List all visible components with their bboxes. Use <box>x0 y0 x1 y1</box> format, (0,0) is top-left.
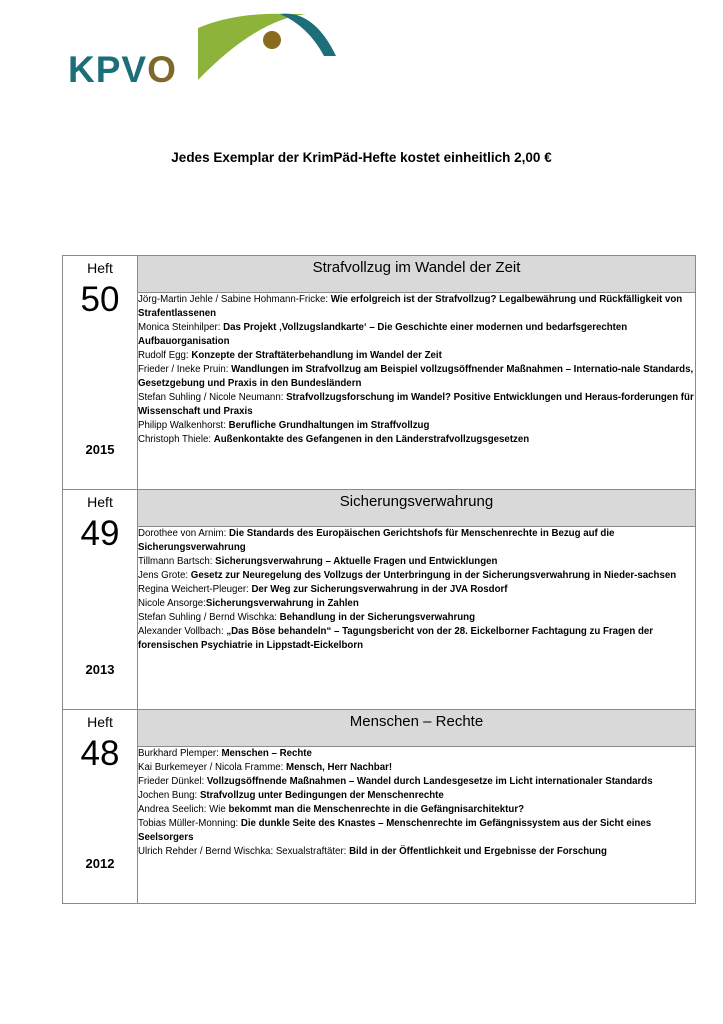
article-entry <box>138 803 695 817</box>
article-author: Alexander Vollbach: <box>138 626 227 637</box>
article-title: Menschen – Rechte <box>221 748 312 759</box>
article-author: Kai Burkemeyer / Nicola Framme: <box>138 762 287 773</box>
article-title: Wie erfolgreich ist der Strafvollzug? Legalbewährung und Rückfälligkeit von Strafentlassenen <box>138 294 683 319</box>
article-author: Regina Weichert-Pleuger: <box>138 584 252 595</box>
article-entry <box>138 761 695 775</box>
article-entry <box>138 419 695 433</box>
article-title: Sicherungsverwahrung in Zahlen <box>205 598 359 609</box>
article-title: „Das Böse behandeln“ – Tagungsbericht von der 28. Eickelborner Fachtagung zu Fragen der forensischen Psychiatrie in Lippstadt-Eickelborn <box>138 626 654 651</box>
logo-roof-icon <box>196 10 344 82</box>
article-entry <box>138 747 695 761</box>
article-author: Burkhard Plemper: <box>138 748 222 759</box>
article-author: Frieder Dünkel: <box>138 776 207 787</box>
heft-label: Heft <box>87 714 113 730</box>
heft-info-cell <box>63 256 138 490</box>
article-title: Die Standards des Europäischen Gerichtshofs für Menschenrechte in Bezug auf die Sicherungsverwahrung <box>138 528 615 553</box>
article-author: Dorothee von Arnim: <box>138 528 229 539</box>
article-author: Stefan Suhling / Nicole Neumann: <box>138 392 287 403</box>
article-title: bekommt man die Menschenrechte in die Gefängnisarchitektur? <box>228 804 525 815</box>
article-title: Mensch, Herr Nachbar! <box>286 762 393 773</box>
article-author: Nicole Ansorge: <box>138 598 206 609</box>
article-entry <box>138 433 695 447</box>
article-entry <box>138 625 695 653</box>
article-title: Konzepte der Straftäterbehandlung im Wandel der Zeit <box>191 350 442 361</box>
heft-label: Heft <box>87 494 113 510</box>
heft-year: 2015 <box>85 442 115 457</box>
logo-green-shape <box>198 14 306 80</box>
article-title: Der Weg zur Sicherungsverwahrung in der JVA Rosdorf <box>251 584 508 595</box>
article-author: Jochen Bung: <box>138 790 200 801</box>
article-entry <box>138 789 695 803</box>
heft-title: Menschen – Rechte <box>138 710 696 747</box>
kpvo-logo <box>68 10 343 90</box>
article-title: Berufliche Grundhaltungen im Straffvollzug <box>228 420 430 431</box>
article-entry <box>138 583 695 597</box>
article-title: Strafvollzug unter Bedingungen der Menschenrechte <box>199 790 444 801</box>
article-title: Sicherungsverwahrung – Aktuelle Fragen und Entwicklungen <box>215 556 498 567</box>
heft-number: 49 <box>80 514 120 553</box>
article-entry <box>138 597 695 611</box>
heft-entries-row <box>63 293 696 490</box>
article-title: Das Projekt ‚Vollzugslandkarte‘ – Die Geschichte einer modernen und bedarfsgerechten Aufbauorganisation <box>138 322 628 347</box>
article-author: Tobias Müller-Monning: <box>138 818 241 829</box>
article-author: Ulrich Rehder / Bernd Wischka: Sexualstraftäter: <box>138 846 350 857</box>
heft-entries <box>138 527 696 710</box>
article-title: Wandlungen im Strafvollzug am Beispiel vollzugsöffnender Maßnahmen – Internatio-nale Standards, Gesetzgebung und Praxis in den Bundesländern <box>138 364 694 389</box>
article-title: Bild in der Öffentlichkeit und Ergebnisse der Forschung <box>349 846 607 857</box>
heft-number: 50 <box>80 280 120 319</box>
article-entry <box>138 321 695 349</box>
heft-entries <box>138 747 696 904</box>
article-author: Andrea Seelich: Wie <box>138 804 229 815</box>
article-entry <box>138 817 695 845</box>
heft-title: Sicherungsverwahrung <box>138 490 696 527</box>
article-title: Vollzugsöffnende Maßnahmen – Wandel durch Landesgesetze im Licht internationaler Standards <box>206 776 653 787</box>
heft-label: Heft <box>87 260 113 276</box>
logo-text-kpv: KPV <box>68 49 148 90</box>
article-entry <box>138 611 695 625</box>
heft-year: 2013 <box>85 662 115 677</box>
article-entry <box>138 775 695 789</box>
heft-entries-row <box>63 527 696 710</box>
article-title: Strafvollzugsforschung im Wandel? Positive Entwicklungen und Heraus-forderungen für Wissenschaft und Praxis <box>138 392 694 417</box>
article-author: Christoph Thiele: <box>138 434 214 445</box>
article-entry <box>138 349 695 363</box>
heft-header-row <box>63 256 696 293</box>
article-author: Philipp Walkenhorst: <box>138 420 229 431</box>
logo-wordmark <box>68 50 177 90</box>
article-entry <box>138 845 695 859</box>
article-author: Frieder / Ineke Pruin: <box>138 364 232 375</box>
article-entry <box>138 569 695 583</box>
price-headline: Jedes Exemplar der KrimPäd-Hefte kostet einheitlich 2,00 € <box>171 150 552 165</box>
article-entry <box>138 527 695 555</box>
heft-entries-row <box>63 747 696 904</box>
heft-header-row <box>63 710 696 747</box>
logo-teal-shape <box>280 14 336 56</box>
logo-dot <box>263 31 281 49</box>
logo-text-o: O <box>147 49 177 90</box>
hefte-table <box>62 255 696 904</box>
heft-info-cell <box>63 490 138 710</box>
article-author: Stefan Suhling / Bernd Wischka: <box>138 612 280 623</box>
article-title: Behandlung in der Sicherungsverwahrung <box>279 612 476 623</box>
heft-title: Strafvollzug im Wandel der Zeit <box>138 256 696 293</box>
heft-info-cell <box>63 710 138 904</box>
heft-header-row <box>63 490 696 527</box>
heft-year: 2012 <box>85 856 115 871</box>
heft-number: 48 <box>80 734 120 773</box>
heft-entries <box>138 293 696 490</box>
article-title: Gesetz zur Neuregelung des Vollzugs der Unterbringung in der Sicherungsverwahrung in Nieder-sachsen <box>190 570 677 581</box>
article-author: Rudolf Egg: <box>138 350 192 361</box>
article-author: Jörg-Martin Jehle / Sabine Hohmann-Fricke: <box>138 294 331 305</box>
article-entry <box>138 555 695 569</box>
article-author: Monica Steinhilper: <box>138 322 224 333</box>
article-author: Tillmann Bartsch: <box>138 556 216 567</box>
article-title: Die dunkle Seite des Knastes – Menschenrechte im Gefängnissystem aus der Sicht eines Seelsorgers <box>138 818 652 843</box>
article-entry <box>138 293 695 321</box>
article-title: Außenkontakte des Gefangenen in den Länderstrafvollzugsgesetzen <box>213 434 530 445</box>
article-entry <box>138 363 695 391</box>
article-entry <box>138 391 695 419</box>
article-author: Jens Grote: <box>138 570 191 581</box>
